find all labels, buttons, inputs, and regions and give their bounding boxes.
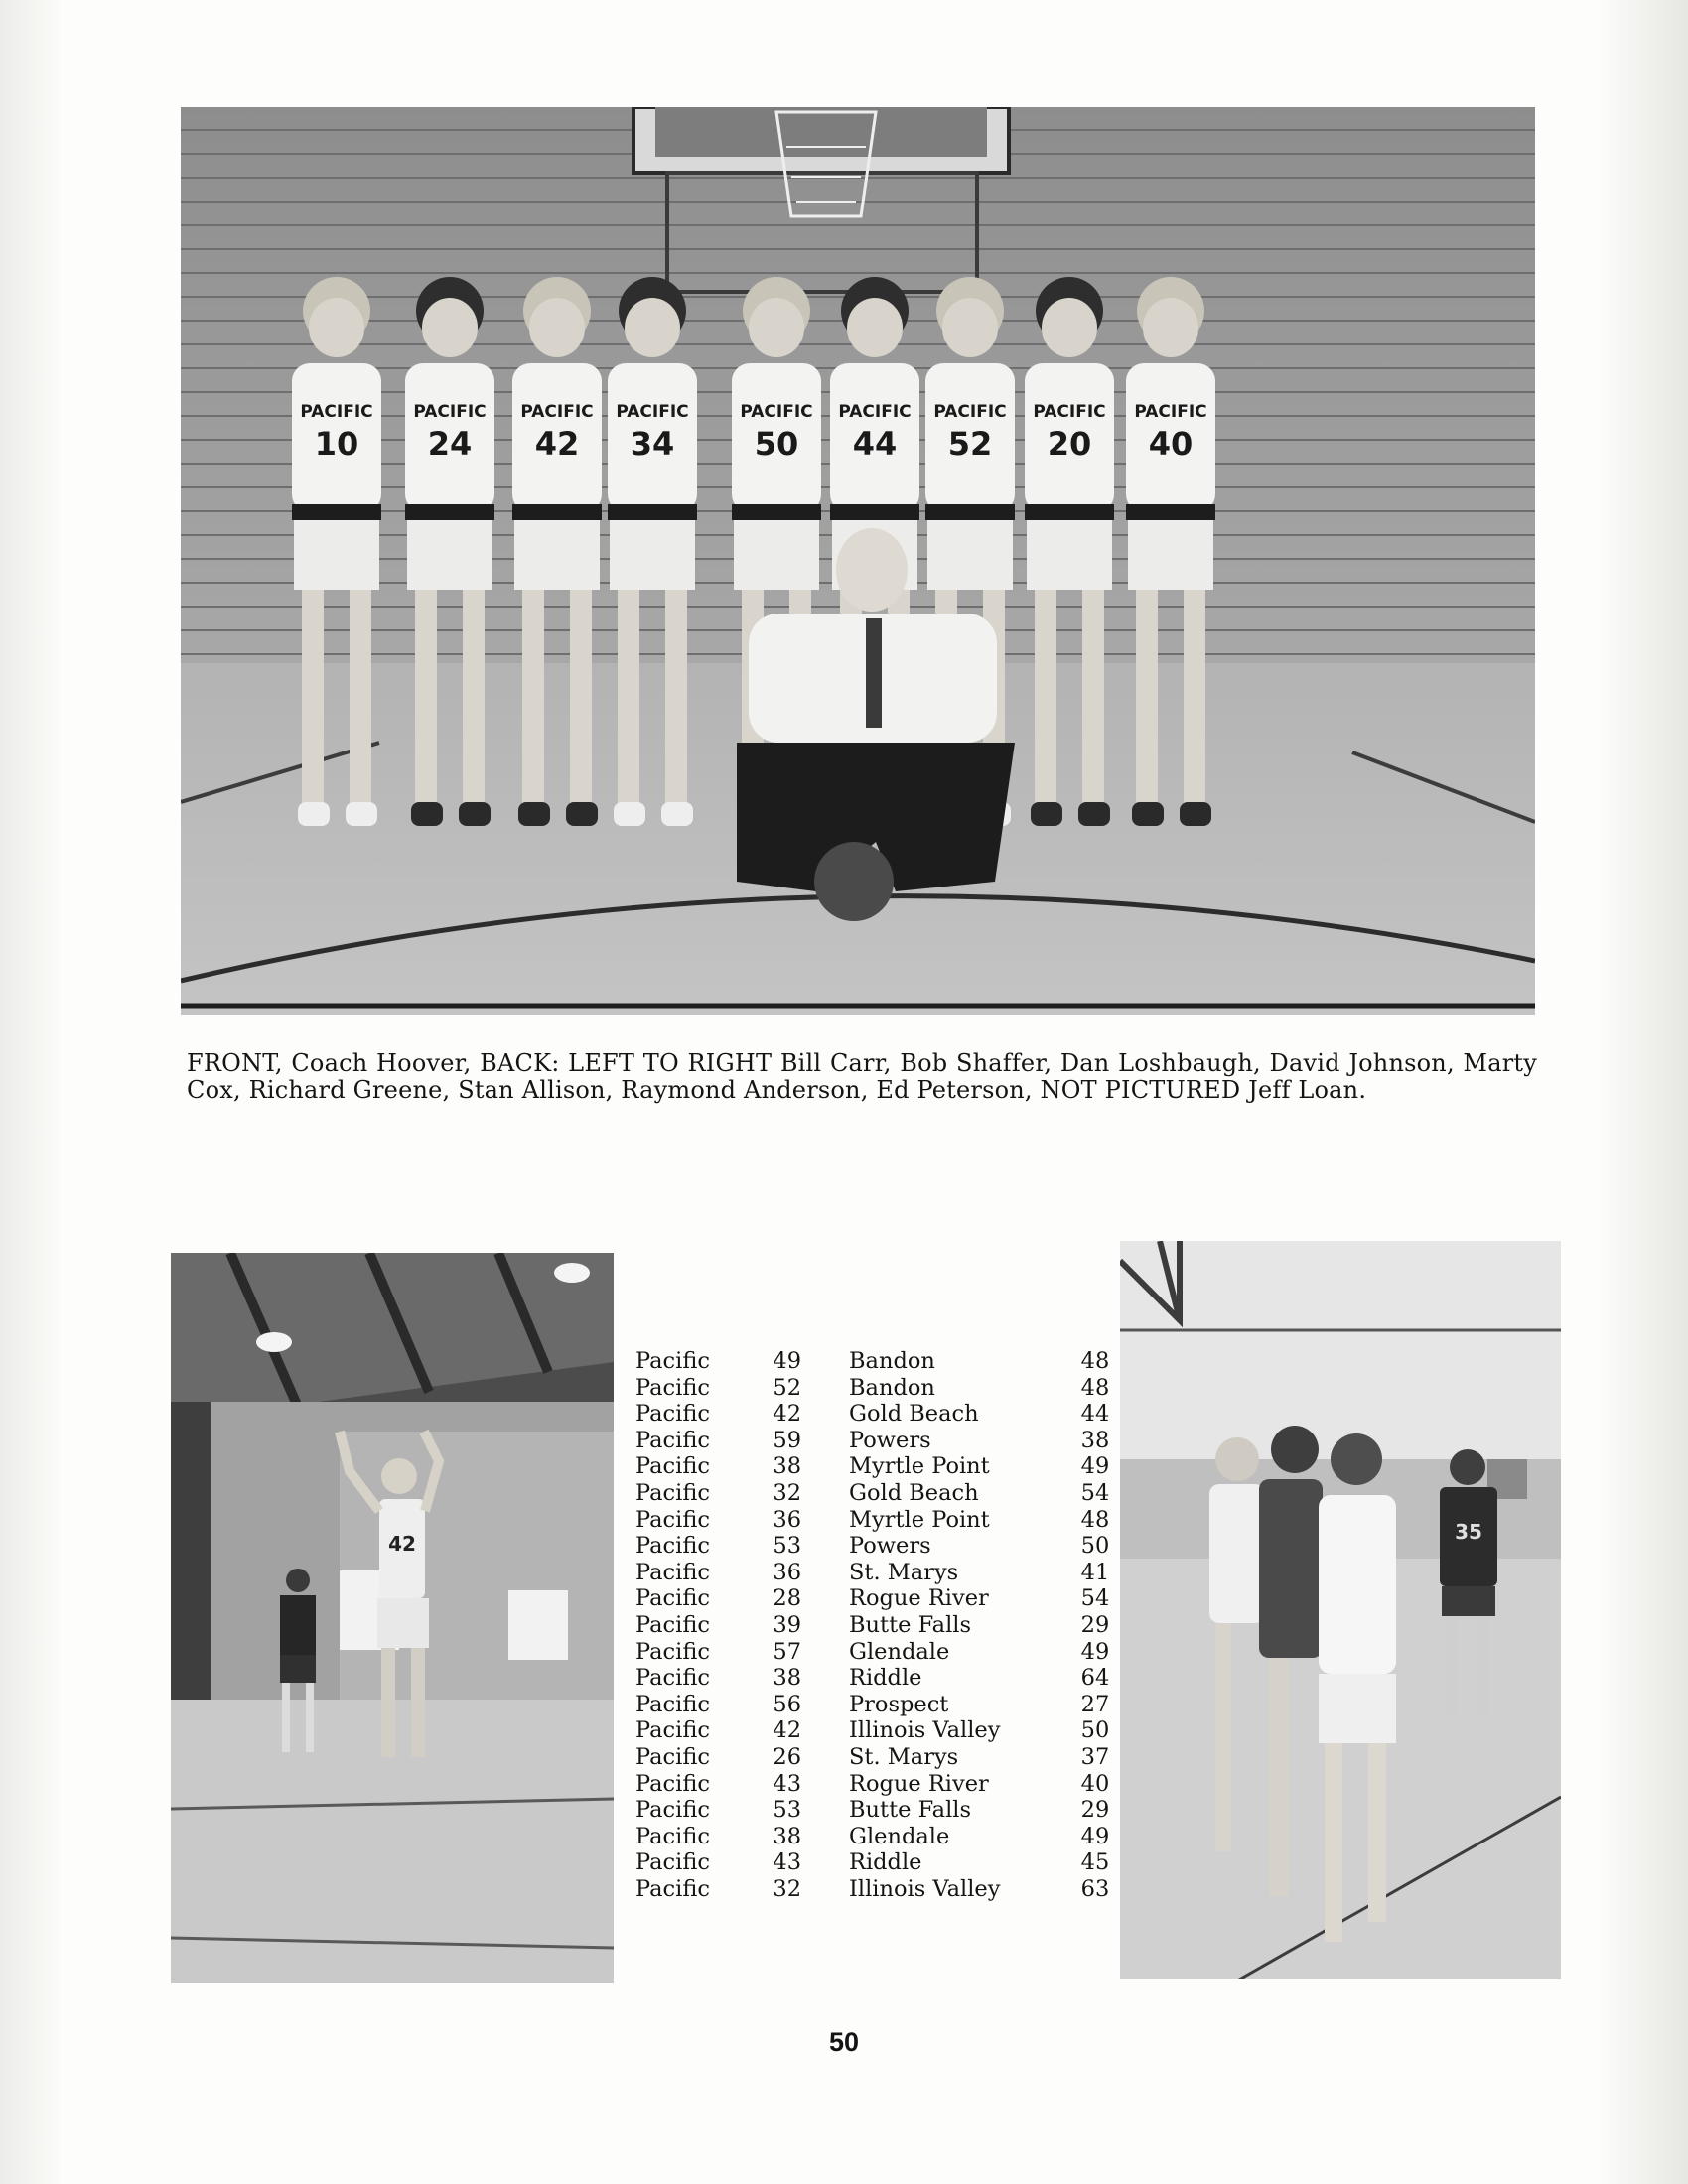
left-action-jersey-number: 42 bbox=[388, 1532, 416, 1556]
team-photo-illustration bbox=[181, 107, 1535, 1015]
team-name: Pacific bbox=[635, 1479, 710, 1506]
score-row bbox=[635, 1771, 1122, 1798]
opponent-score: 45 bbox=[1080, 1849, 1110, 1876]
opponent-name: Gold Beach bbox=[849, 1401, 979, 1428]
score-row bbox=[635, 1639, 1122, 1666]
score-row bbox=[635, 1744, 1122, 1771]
team-score: 43 bbox=[773, 1849, 802, 1876]
team-score: 38 bbox=[773, 1823, 802, 1849]
opponent-name: Illinois Valley bbox=[849, 1717, 1001, 1744]
team-name: Pacific bbox=[635, 1401, 710, 1428]
score-row bbox=[635, 1797, 1122, 1824]
team-score: 57 bbox=[773, 1638, 802, 1665]
opponent-score: 40 bbox=[1080, 1770, 1110, 1797]
score-row bbox=[635, 1480, 1122, 1507]
opponent-score: 37 bbox=[1080, 1743, 1110, 1770]
score-row bbox=[635, 1401, 1122, 1428]
team-name: Pacific bbox=[635, 1374, 710, 1401]
team-score: 26 bbox=[773, 1743, 802, 1770]
team-name: Pacific bbox=[635, 1875, 710, 1902]
opponent-name: Myrtle Point bbox=[849, 1506, 990, 1533]
opponent-name: Rogue River bbox=[849, 1770, 989, 1797]
opponent-name: Glendale bbox=[849, 1638, 950, 1665]
score-row bbox=[635, 1560, 1122, 1586]
team-name: Pacific bbox=[635, 1585, 710, 1612]
opponent-score: 29 bbox=[1080, 1797, 1110, 1824]
jersey-text: PACIFIC bbox=[740, 402, 813, 422]
team-name: Pacific bbox=[635, 1691, 710, 1717]
jersey-text: PACIFIC bbox=[300, 402, 373, 422]
team-score: 38 bbox=[773, 1453, 802, 1480]
opponent-name: Bandon bbox=[849, 1374, 935, 1401]
jersey-number: 52 bbox=[947, 425, 993, 463]
jersey-number: 50 bbox=[754, 425, 799, 463]
opponent-score: 48 bbox=[1080, 1374, 1110, 1401]
team-score: 42 bbox=[773, 1717, 802, 1744]
team-score: 38 bbox=[773, 1665, 802, 1692]
action-photo-right-illustration bbox=[1120, 1241, 1561, 1979]
jersey-number: 10 bbox=[314, 425, 359, 463]
team-score: 53 bbox=[773, 1533, 802, 1560]
opponent-name: Glendale bbox=[849, 1823, 950, 1849]
opponent-score: 49 bbox=[1080, 1453, 1110, 1480]
opponent-name: St. Marys bbox=[849, 1743, 959, 1770]
team-name: Pacific bbox=[635, 1348, 710, 1374]
jersey-text: PACIFIC bbox=[838, 402, 912, 422]
jersey-number: 42 bbox=[534, 425, 580, 463]
team-name: Pacific bbox=[635, 1506, 710, 1533]
team-score: 49 bbox=[773, 1348, 802, 1374]
jersey-number: 34 bbox=[630, 425, 675, 463]
action-photo-left bbox=[171, 1253, 614, 1983]
opponent-name: Butte Falls bbox=[849, 1797, 972, 1824]
score-row bbox=[635, 1692, 1122, 1718]
opponent-name: Bandon bbox=[849, 1348, 935, 1374]
score-row bbox=[635, 1533, 1122, 1560]
opponent-score: 54 bbox=[1080, 1585, 1110, 1612]
score-row bbox=[635, 1876, 1122, 1903]
jersey-text: PACIFIC bbox=[520, 402, 594, 422]
page-edge-left bbox=[0, 0, 60, 2184]
team-name: Pacific bbox=[635, 1665, 710, 1692]
team-name: Pacific bbox=[635, 1770, 710, 1797]
opponent-name: Prospect bbox=[849, 1691, 949, 1717]
opponent-score: 48 bbox=[1080, 1348, 1110, 1374]
opponent-score: 49 bbox=[1080, 1638, 1110, 1665]
jersey-number: 44 bbox=[852, 425, 898, 463]
opponent-score: 54 bbox=[1080, 1479, 1110, 1506]
team-score: 56 bbox=[773, 1691, 802, 1717]
opponent-name: Butte Falls bbox=[849, 1611, 972, 1638]
jersey-text: PACIFIC bbox=[1134, 402, 1207, 422]
team-score: 42 bbox=[773, 1401, 802, 1428]
score-row bbox=[635, 1849, 1122, 1876]
team-photo bbox=[181, 107, 1535, 1015]
page-edge-right bbox=[1599, 0, 1688, 2184]
score-row bbox=[635, 1375, 1122, 1402]
team-name: Pacific bbox=[635, 1453, 710, 1480]
team-name: Pacific bbox=[635, 1611, 710, 1638]
team-score: 52 bbox=[773, 1374, 802, 1401]
team-name: Pacific bbox=[635, 1849, 710, 1876]
opponent-score: 27 bbox=[1080, 1691, 1110, 1717]
opponent-name: Rogue River bbox=[849, 1585, 989, 1612]
team-score: 36 bbox=[773, 1506, 802, 1533]
team-name: Pacific bbox=[635, 1638, 710, 1665]
jersey-text: PACIFIC bbox=[1033, 402, 1106, 422]
jersey-number: 40 bbox=[1148, 425, 1194, 463]
scores-table-body bbox=[635, 1348, 1122, 1902]
score-row bbox=[635, 1428, 1122, 1454]
opponent-name: Powers bbox=[849, 1533, 931, 1560]
opponent-name: Gold Beach bbox=[849, 1479, 979, 1506]
score-row bbox=[635, 1348, 1122, 1375]
team-name: Pacific bbox=[635, 1427, 710, 1453]
jersey-text: PACIFIC bbox=[616, 402, 689, 422]
action-photo-left-illustration bbox=[171, 1253, 614, 1983]
jersey-number: 20 bbox=[1047, 425, 1092, 463]
team-score: 36 bbox=[773, 1559, 802, 1585]
opponent-score: 41 bbox=[1080, 1559, 1110, 1585]
opponent-score: 29 bbox=[1080, 1611, 1110, 1638]
team-score: 39 bbox=[773, 1611, 802, 1638]
photo-caption: FRONT, Coach Hoover, BACK: LEFT TO RIGHT Bill Carr, Bob Shaffer, Dan Loshbaugh, David Johnson, Marty Cox, Richard Greene, Stan Allison, Raymond Anderson, Ed Peterson, NOT PICTURED Jeff Loan. bbox=[187, 1049, 1537, 1104]
opponent-score: 63 bbox=[1080, 1875, 1110, 1902]
score-row bbox=[635, 1453, 1122, 1480]
team-name: Pacific bbox=[635, 1559, 710, 1585]
score-row bbox=[635, 1612, 1122, 1639]
opponent-score: 38 bbox=[1080, 1427, 1110, 1453]
team-score: 53 bbox=[773, 1797, 802, 1824]
opponent-name: St. Marys bbox=[849, 1559, 959, 1585]
team-name: Pacific bbox=[635, 1823, 710, 1849]
team-score: 43 bbox=[773, 1770, 802, 1797]
opponent-score: 50 bbox=[1080, 1533, 1110, 1560]
team-name: Pacific bbox=[635, 1717, 710, 1744]
opponent-score: 44 bbox=[1080, 1401, 1110, 1428]
score-row bbox=[635, 1717, 1122, 1744]
opponent-score: 50 bbox=[1080, 1717, 1110, 1744]
opponent-name: Myrtle Point bbox=[849, 1453, 990, 1480]
team-name: Pacific bbox=[635, 1533, 710, 1560]
team-score: 59 bbox=[773, 1427, 802, 1453]
team-name: Pacific bbox=[635, 1743, 710, 1770]
team-score: 32 bbox=[773, 1875, 802, 1902]
jersey-text: PACIFIC bbox=[933, 402, 1007, 422]
opponent-score: 49 bbox=[1080, 1823, 1110, 1849]
opponent-score: 64 bbox=[1080, 1665, 1110, 1692]
jersey-number: 24 bbox=[427, 425, 473, 463]
opponent-name: Powers bbox=[849, 1427, 931, 1453]
right-action-jersey-number: 35 bbox=[1455, 1520, 1482, 1544]
opponent-name: Riddle bbox=[849, 1665, 922, 1692]
page-number: 50 bbox=[828, 2027, 860, 2057]
opponent-score: 48 bbox=[1080, 1506, 1110, 1533]
team-score: 28 bbox=[773, 1585, 802, 1612]
score-row bbox=[635, 1824, 1122, 1850]
team-name: Pacific bbox=[635, 1797, 710, 1824]
jersey-text: PACIFIC bbox=[413, 402, 487, 422]
score-row bbox=[635, 1585, 1122, 1612]
score-row bbox=[635, 1665, 1122, 1692]
score-row bbox=[635, 1507, 1122, 1534]
opponent-name: Illinois Valley bbox=[849, 1875, 1001, 1902]
opponent-name: Riddle bbox=[849, 1849, 922, 1876]
season-scores-table bbox=[635, 1348, 1122, 1902]
team-score: 32 bbox=[773, 1479, 802, 1506]
action-photo-right bbox=[1120, 1241, 1561, 1979]
